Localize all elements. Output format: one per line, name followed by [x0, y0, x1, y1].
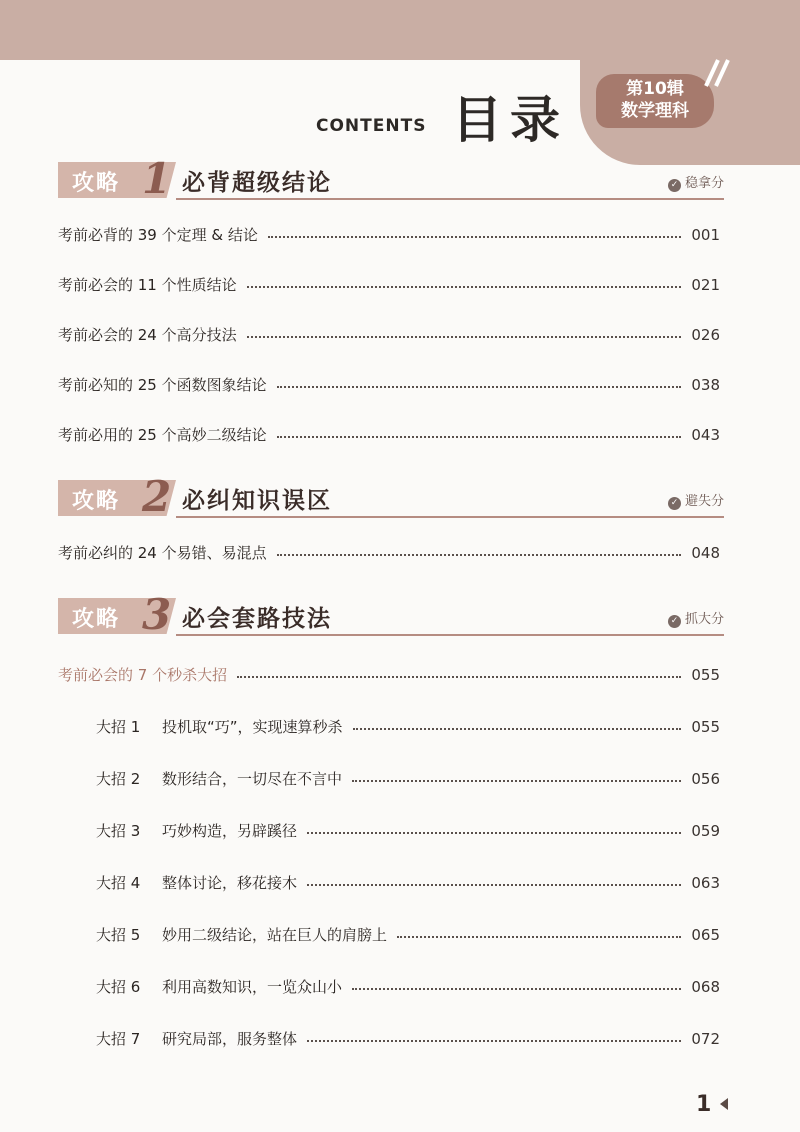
leader-dots — [277, 436, 682, 438]
edition-badge — [596, 74, 714, 128]
section-title: 必纠知识误区 — [182, 488, 332, 514]
decorative-slash-icon — [700, 56, 730, 90]
subentry-prefix: 大招 6 — [96, 978, 141, 996]
toc-subentry[interactable] — [96, 976, 720, 998]
section-tagline-text: 抓大分 — [684, 612, 724, 627]
section-underline — [176, 198, 724, 200]
leader-dots — [237, 676, 681, 678]
section-tagline-text: 稳拿分 — [684, 176, 724, 191]
section-1-header — [58, 154, 724, 203]
subentry-prefix: 大招 1 — [96, 718, 141, 736]
leader-dots — [352, 988, 681, 990]
toc-subentry[interactable] — [96, 768, 720, 790]
section-title: 必会套路技法 — [182, 606, 332, 632]
toc-subentry-title: 妙用二级结论，站在巨人的肩膀上 — [162, 926, 388, 944]
toc-entry[interactable] — [58, 424, 720, 446]
toc-subentry[interactable] — [96, 716, 720, 738]
toc-entry-page: 038 — [691, 376, 720, 394]
toc-entry-page: 055 — [691, 666, 720, 684]
toc-entry-title: 考前必知的 25 个函数图象结论 — [58, 376, 267, 394]
toc-subentry[interactable] — [96, 872, 720, 894]
section-2-header — [58, 472, 724, 521]
subentry-prefix: 大招 3 — [96, 822, 141, 840]
section-number: 1 — [142, 154, 172, 203]
leader-dots — [247, 336, 682, 338]
edition-number: 第10辑 — [626, 79, 684, 99]
toc-entry-page: 026 — [691, 326, 720, 344]
toc-subentry-title: 利用高数知识，一览众山小 — [162, 978, 343, 996]
check-icon: ✓ — [668, 497, 681, 510]
toc-subentry-title: 投机取“巧”，实现速算秒杀 — [162, 718, 343, 736]
section-title: 必背超级结论 — [182, 170, 332, 196]
toc-entry-page: 043 — [691, 426, 720, 444]
leader-dots — [277, 554, 682, 556]
toc-subentry[interactable] — [96, 1028, 720, 1050]
section-tag-label: 攻略 — [72, 171, 121, 196]
leader-dots — [247, 286, 682, 288]
leader-dots — [268, 236, 682, 238]
toc-entry-title: 考前必会的 11 个性质结论 — [58, 276, 237, 294]
toc-subentry-page: 065 — [691, 926, 720, 944]
section-3-header — [58, 590, 724, 639]
toc-entry-page: 001 — [691, 226, 720, 244]
toc-subentry-page: 068 — [691, 978, 720, 996]
toc-subentry-title: 数形结合，一切尽在不言中 — [162, 770, 343, 788]
subentry-prefix: 大招 5 — [96, 926, 141, 944]
section-tag-label: 攻略 — [72, 607, 121, 632]
subentry-prefix: 大招 2 — [96, 770, 141, 788]
check-icon: ✓ — [668, 615, 681, 628]
toc-subentry[interactable] — [96, 820, 720, 842]
triangle-left-icon — [720, 1098, 728, 1110]
toc-subentry-title: 整体讨论，移花接木 — [162, 874, 298, 892]
leader-dots — [307, 1040, 681, 1042]
leader-dots — [307, 884, 681, 886]
section-tagline — [668, 608, 724, 628]
toc-entry[interactable] — [58, 542, 720, 564]
toc-subentry[interactable] — [96, 924, 720, 946]
toc-subentry-page: 059 — [691, 822, 720, 840]
toc-subentry-page: 056 — [691, 770, 720, 788]
leader-dots — [353, 728, 682, 730]
toc-entry[interactable] — [58, 664, 720, 686]
toc-entry-title: 考前必背的 39 个定理 & 结论 — [58, 226, 258, 244]
page-number: 1 — [696, 1092, 712, 1117]
toc-entry-title: 考前必纠的 24 个易错、易混点 — [58, 544, 267, 562]
toc-subentry-page: 055 — [691, 718, 720, 736]
contents-heading-zh: 目录 — [452, 91, 568, 149]
toc-entry[interactable] — [58, 324, 720, 346]
toc-entry[interactable] — [58, 274, 720, 296]
leader-dots — [397, 936, 681, 938]
toc-entry-title: 考前必会的 7 个秒杀大招 — [58, 666, 228, 684]
section-underline — [176, 516, 724, 518]
toc-entry[interactable] — [58, 224, 720, 246]
toc-subentry-page: 072 — [691, 1030, 720, 1048]
section-number: 2 — [142, 472, 172, 521]
edition-subject: 数学理科 — [621, 101, 689, 121]
subentry-prefix: 大招 4 — [96, 874, 141, 892]
leader-dots — [307, 832, 681, 834]
toc-entry-title: 考前必会的 24 个高分技法 — [58, 326, 237, 344]
section-tagline — [668, 172, 724, 192]
toc-subentry-title: 巧妙构造，另辟蹊径 — [162, 822, 298, 840]
toc-subentry-page: 063 — [691, 874, 720, 892]
toc-entry-page: 021 — [691, 276, 720, 294]
section-number: 3 — [142, 590, 172, 639]
toc-entry-title: 考前必用的 25 个高妙二级结论 — [58, 426, 267, 444]
section-tag-label: 攻略 — [72, 489, 121, 514]
section-underline — [176, 634, 724, 636]
contents-heading-en: CONTENTS — [316, 116, 427, 136]
toc-entry[interactable] — [58, 374, 720, 396]
section-tagline-text: 避失分 — [684, 494, 724, 509]
leader-dots — [277, 386, 682, 388]
section-tagline — [668, 490, 724, 510]
leader-dots — [352, 780, 681, 782]
toc-subentry-title: 研究局部，服务整体 — [162, 1030, 298, 1048]
subentry-prefix: 大招 7 — [96, 1030, 141, 1048]
toc-entry-page: 048 — [691, 544, 720, 562]
check-icon: ✓ — [668, 179, 681, 192]
